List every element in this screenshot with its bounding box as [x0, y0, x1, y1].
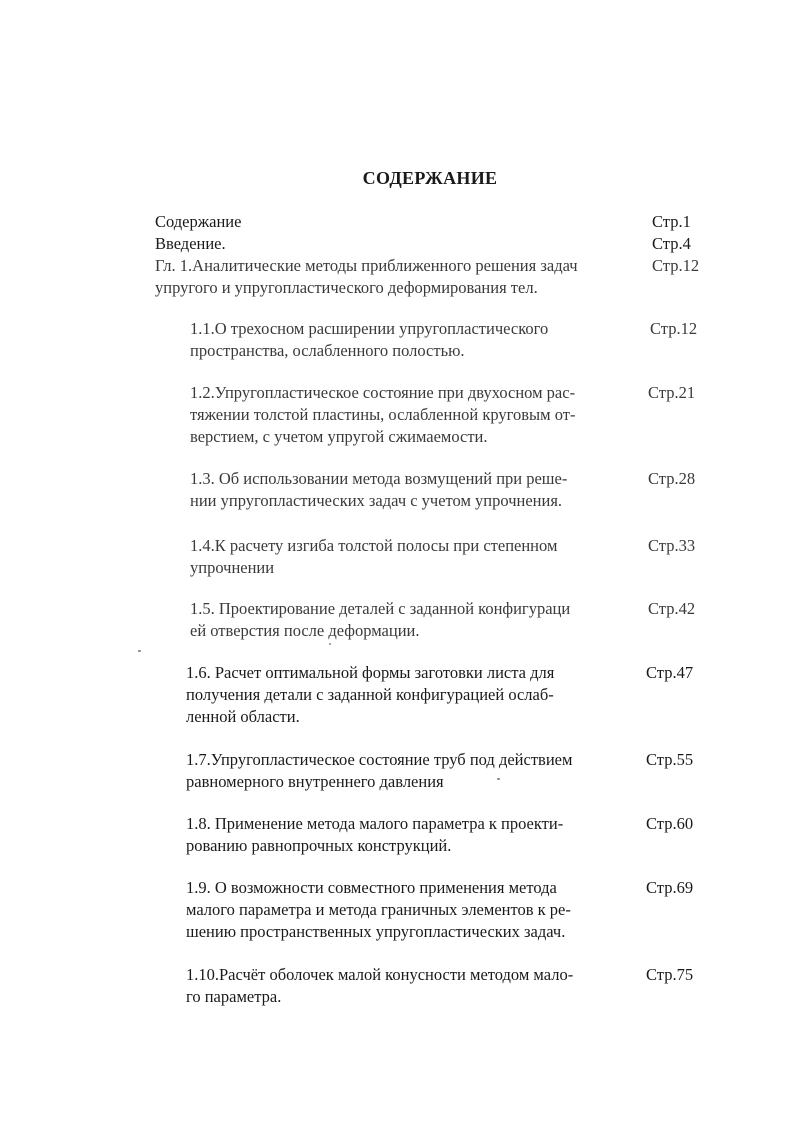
toc-entry-line: 1.9. О возможности совместного применения метода: [186, 878, 557, 897]
toc-entry-text: [186, 964, 573, 1008]
toc-entry-line: Введение.: [155, 234, 226, 253]
toc-entry: [190, 535, 710, 579]
toc-entry-page: Стр.33: [648, 536, 696, 555]
toc-entry-text: [155, 255, 578, 299]
toc-entry-line: пространства, ослабленного полостью.: [190, 341, 465, 360]
toc-entry-line: тяжении толстой пластины, ослабленной круговым от-: [190, 405, 576, 424]
toc-entry-text: [155, 211, 241, 233]
toc-entry-text: [190, 598, 570, 642]
toc-entry-line: 1.7.Упругопластическое состояние труб под действием: [186, 750, 573, 769]
toc-entry-line: 1.4.К расчету изгиба толстой полосы при степенном: [190, 536, 558, 555]
toc-entry-text: [186, 813, 563, 857]
toc-entry-line: малого параметра и метода граничных элементов к ре-: [186, 900, 571, 919]
toc-entry-line: верстием, с учетом упругой сжимаемости.: [190, 427, 488, 446]
toc-entry-line: 1.2.Упругопластическое состояние при двухосном рас-: [190, 383, 576, 402]
toc-entry-page: Стр.69: [646, 878, 694, 897]
toc-entry-page: Стр.12: [652, 256, 700, 275]
toc-entry-line: 1.8. Применение метода малого параметра к проекти-: [186, 814, 564, 833]
toc-entry-line: ей отверстия после деформации.: [190, 621, 420, 640]
toc-entry: [186, 662, 710, 728]
scan-speck: [138, 650, 141, 652]
toc-entry-page: Стр.1: [652, 212, 691, 231]
toc-entry-line: получения детали с заданной конфигурацией ослаб-: [186, 685, 554, 704]
scan-speck: [329, 643, 331, 645]
toc-entry-page: Стр.47: [646, 663, 694, 682]
toc-entry-text: [186, 749, 572, 793]
toc-entry-line: 1.1.О трехосном расширении упругопластического: [190, 319, 549, 338]
toc-entry-page: Стр.75: [646, 965, 694, 984]
scan-speck: [497, 778, 500, 780]
toc-entry: [190, 382, 710, 448]
toc-entry: [155, 233, 710, 255]
toc-entry: [190, 468, 710, 512]
toc-entry-line: нии упругопластических задач с учетом упрочнения.: [190, 491, 563, 510]
toc-entry-line: равномерного внутреннего давления: [186, 772, 444, 791]
toc-entry-text: [190, 535, 557, 579]
toc-entry-page: Стр.12: [650, 319, 698, 338]
toc-entry-page: Стр.4: [652, 234, 691, 253]
toc-entry-line: рованию равнопрочных конструкций.: [186, 836, 452, 855]
toc-entry-page: Стр.55: [646, 750, 694, 769]
toc-entry: [190, 598, 710, 642]
toc-entry-page: Стр.21: [648, 383, 696, 402]
toc-entry-line: го параметра.: [186, 987, 282, 1006]
toc-entry-text: [190, 468, 567, 512]
toc-entry-page: Стр.60: [646, 814, 694, 833]
toc-entry-line: 1.6. Расчет оптимальной формы заготовки листа для: [186, 663, 555, 682]
page-title: СОДЕРЖАНИЕ: [362, 168, 498, 188]
toc-entry-text: [190, 318, 548, 362]
toc-entry: [186, 813, 710, 857]
toc-entry: [186, 877, 710, 943]
toc-entry-text: [186, 877, 571, 943]
toc-entry-line: 1.10.Расчёт оболочек малой конусности методом мало-: [186, 965, 574, 984]
toc-entry: [186, 964, 710, 1008]
toc-entry-line: ленной области.: [186, 707, 300, 726]
toc-entry-page: Стр.28: [648, 469, 696, 488]
toc-entry-line: упругого и упругопластического деформирования тел.: [155, 278, 538, 297]
toc-entry-text: [190, 382, 575, 448]
toc-entry-line: 1.3. Об использовании метода возмущений при реше-: [190, 469, 568, 488]
toc-entry-line: Содержание: [155, 212, 242, 231]
toc-entry-line: упрочнении: [190, 558, 275, 577]
toc-entry: [155, 211, 710, 233]
toc-entry: [186, 749, 710, 793]
toc-entry: [190, 318, 710, 362]
toc-entry-line: Гл. 1.Аналитические методы приближенного решения задач: [155, 256, 578, 275]
toc-entry-line: 1.5. Проектирование деталей с заданной конфигураци: [190, 599, 571, 618]
toc-entry-text: [155, 233, 226, 255]
toc-entry: [155, 255, 710, 299]
toc-entry-text: [186, 662, 554, 728]
toc-entry-page: Стр.42: [648, 599, 696, 618]
toc-entry-line: шению пространственных упругопластических задач.: [186, 922, 566, 941]
